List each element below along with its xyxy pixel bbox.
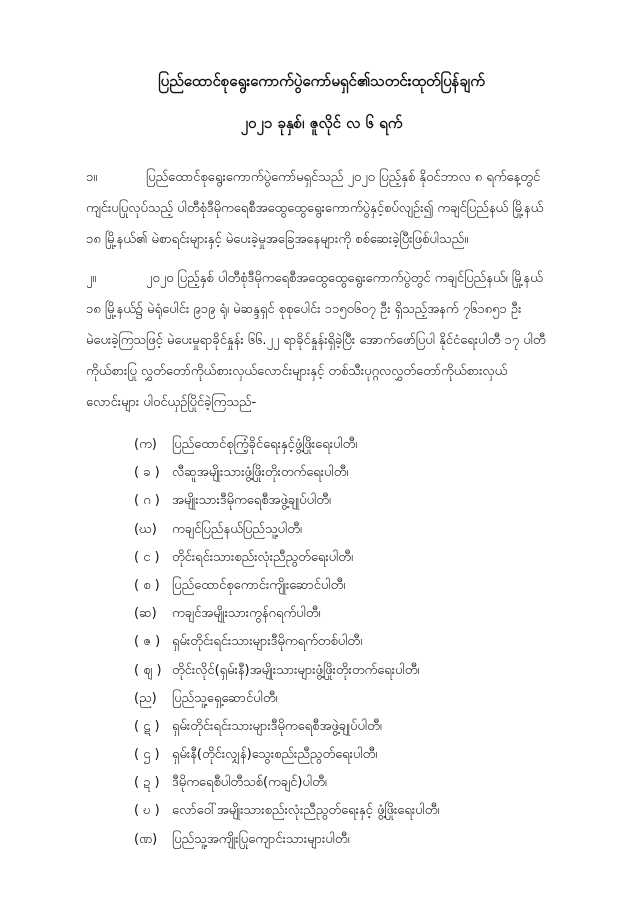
list-item	[134, 600, 594, 628]
party-name: ပြည်ထောင်စုကောင်းကျိုးဆောင်ပါတီ၊	[172, 577, 346, 593]
list-item	[134, 713, 594, 741]
paragraph-line: ကိုယ်စားပြု လွှတ်တော်ကိုယ်စားလှယ်လောင်းများနှင့် တစ်သီးပုဂ္ဂလလွှတ်တော်ကိုယ်စားလှယ်	[86, 364, 508, 379]
list-item	[134, 572, 594, 600]
party-name: လော်ဝေါ်အမျိုးသားစည်းလုံးညီညွတ်ရေးနှင့် ဖွံ့ဖြိုးရေးပါတီ၊	[172, 803, 440, 819]
paragraph-line	[86, 162, 596, 193]
paragraph-line: လောင်းများ ပါဝင်ယှဉ်ပြိုင်ခဲ့ကြသည်-	[86, 395, 257, 410]
paragraph-line: ကျင်းပပြုလုပ်သည့် ပါတီစုံဒီမိုကရေစီအထွေထွေရွေးကောက်ပွဲနှင့်စပ်လျဉ်း၍ ကချင်ပြည်နယ် မြို့နယ်	[86, 201, 544, 216]
party-name: အမျိုးသားဒီမိုကရေစီအဖွဲ့ချုပ်ပါတီ၊	[172, 493, 331, 509]
list-marker: (ဆ)	[134, 606, 157, 622]
list-item	[134, 544, 594, 572]
list-marker: ( ဂ )	[134, 493, 160, 509]
list-marker: ( ခ )	[134, 465, 160, 481]
party-name: ပြည်သူ့အကျိုးပြုကျောင်းသားများပါတီ၊	[172, 831, 350, 847]
list-item	[134, 628, 594, 656]
document-date: ၂၀၂၁ ခုနှစ်၊ ဇူလိုင် လ ၆ ရက်	[240, 114, 403, 132]
list-item	[134, 685, 594, 713]
paragraph-text: ပြည်ထောင်စုရွေးကောက်ပွဲကော်မရှင်သည် ၂၀၂၀ ပြည့်နှစ် နိုဝင်ဘာလ ၈ ရက်နေ့တွင်	[146, 170, 541, 185]
paragraph-1	[86, 162, 596, 255]
party-name: ကချင်အမျိုးသားကွန်ဂရက်ပါတီ၊	[172, 606, 321, 622]
party-name: ရှမ်းတိုင်းရင်းသားများဒီမိုကရက်တစ်ပါတီ၊	[172, 634, 363, 650]
list-item	[134, 487, 594, 515]
list-item	[134, 657, 594, 685]
paragraph-2	[86, 263, 596, 418]
list-item	[134, 459, 594, 487]
list-marker: ( ဎ )	[134, 803, 160, 819]
list-marker: (ဏ)	[134, 831, 158, 847]
party-name: တိုင်းလိုင်(ရှမ်းနီ)အမျိုးသားများဖွံ့ဖြိုးတိုးတက်ရေးပါတီ၊	[172, 662, 420, 678]
list-item	[134, 516, 594, 544]
paragraph-line	[86, 263, 596, 294]
party-name: ရှမ်းနီ(တိုင်းလျှန်)သွေးစည်းညီညွတ်ရေးပါတီ၊	[172, 747, 378, 763]
party-name: ဒီမိုကရေစီပါတီသစ်(ကချင်)ပါတီ၊	[172, 775, 327, 791]
party-name: ပြည်သူ့ရှေ့ဆောင်ပါတီ၊	[172, 690, 278, 706]
list-marker: ( စ )	[134, 577, 160, 593]
paragraph-line: ၁၈ မြို့နယ်၌ မဲရုံပေါင်း ၉၁၉ ရုံ၊ မဲဆန္ဒရှင် စုစုပေါင်း ၁၁၅၀၆၀၇ ဦး ရှိသည့်အနက် ၇၆၁၈၅၁ ဦး	[86, 302, 522, 317]
party-name: တိုင်းရင်းသားစည်းလုံးညီညွတ်ရေးပါတီ၊	[172, 549, 354, 565]
party-name: ရှမ်းတိုင်းရင်းသားများဒီမိုကရေစီအဖွဲ့ချုပ်ပါတီ၊	[172, 718, 382, 734]
document-title: ပြည်ထောင်စုရွေးကောက်ပွဲကော်မရှင်၏သတင်းထုတ်ပြန်ချက်	[158, 72, 485, 90]
list-marker: ( ဈ )	[134, 662, 162, 678]
list-item	[134, 769, 594, 797]
list-marker: (ည)	[134, 690, 157, 706]
list-marker: ( ဍ )	[134, 775, 160, 791]
paragraph-text: ၂၀၂၀ ပြည့်နှစ် ပါတီစုံဒီမိုကရေစီအထွေထွေရွေးကောက်ပွဲတွင် ကချင်ပြည်နယ်၊ မြို့နယ်	[146, 271, 543, 286]
paragraph-number: ၁။	[86, 170, 98, 185]
party-name: လီဆူအမျိုးသားဖွံ့ဖြိုးတိုးတက်ရေးပါတီ၊	[172, 465, 349, 481]
list-item	[134, 741, 594, 769]
paragraph-line: မဲပေးခဲ့ကြသဖြင့် မဲပေးမှုရာခိုင်နှုန်း ၆၆.၂၂ ရာခိုင်နှုန်းရှိခဲ့ပြီး အောက်ဖော်ပြပါ နိုင်ငံရေးပါတီ ၁၇ ပါတီ	[86, 333, 546, 348]
paragraph-number: ၂။	[86, 271, 97, 286]
list-marker: ( င )	[134, 549, 160, 565]
list-marker: ( ဌ )	[134, 747, 160, 763]
party-name: ပြည်ထောင်စုကြံ့ခိုင်ရေးနှင့်ဖွံ့ဖြိုးရေးပါတီ၊	[172, 437, 358, 452]
list-marker: ( ဋ )	[134, 718, 160, 734]
party-list	[134, 431, 594, 854]
party-name: ကချင်ပြည်နယ်ပြည်သူ့ပါတီ၊	[172, 521, 302, 537]
list-marker: ( ဇ )	[134, 634, 161, 650]
list-marker: (က)	[134, 437, 157, 452]
list-item	[134, 431, 594, 459]
list-item	[134, 797, 594, 825]
list-marker: (ဃ)	[134, 521, 157, 537]
list-item	[134, 826, 594, 854]
paragraph-line: ၁၈ မြို့နယ်၏ မဲစာရင်းများနှင့် မဲပေးခဲ့မှုအခြေအနေများကို စစ်ဆေးခဲ့ပြီးဖြစ်ပါသည်။	[86, 232, 469, 247]
